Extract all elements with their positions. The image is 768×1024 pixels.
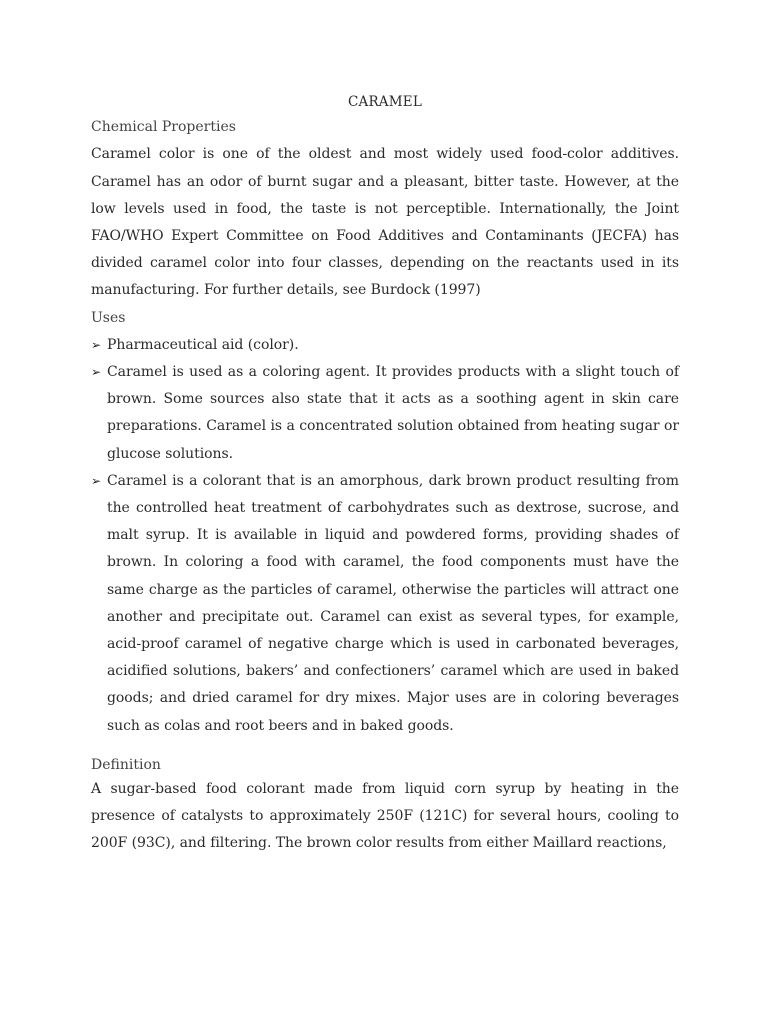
uses-list <box>91 332 679 740</box>
definition-paragraph: A sugar-based food colorant made from liquid corn syrup by heating in the presence of catalysts to approximately 250F (121C) for several hours, cooling to 200F (93C), and filtering. The brown color results from either Maillard reactions, <box>91 780 679 852</box>
document-page <box>91 89 679 857</box>
arrowhead-bullet-icon: ➢ <box>91 473 102 488</box>
list-item <box>91 359 679 468</box>
list-item-text: Caramel is a colorant that is an amorphous, dark brown product resulting from the controlled heat treatment of carbohydrates such as dextrose, sucrose, and malt syrup. It is available in liquid and powdered forms, providing shades of brown. In coloring a food with caramel, the food components must have the same charge as the particles of caramel, otherwise the particles will attract one another and precipitate out. Caramel can exist as several types, for example, acid-proof caramel of negative charge which is used in carbonated beverages, acidified solutions, bakers’ and confectioners’ caramel which are used in baked goods; and dried caramel for dry mixes. Major uses are in coloring beverages such as colas and root beers and in baked goods. <box>107 472 679 734</box>
document-title: CARAMEL <box>347 94 423 110</box>
list-item <box>91 468 679 740</box>
definition-heading: Definition <box>91 756 161 773</box>
list-item-text: Pharmaceutical aid (color). <box>107 336 299 353</box>
arrowhead-bullet-icon: ➢ <box>91 337 102 352</box>
chemical-properties-paragraph: Caramel color is one of the oldest and most widely used food-color additives. Caramel has an odor of burnt sugar and a pleasant, bitter taste. However, at the low levels used in food, the taste is not perceptible. Internationally, the Joint FAO/WHO Expert Committee on Food Additives and Contaminants (JECFA) has divided caramel color into four classes, depending on the reactants used in its manufacturing. For further details, see Burdock (1997) <box>91 146 679 299</box>
list-item <box>91 332 679 359</box>
chemical-properties-heading: Chemical Properties <box>91 119 236 136</box>
arrowhead-bullet-icon: ➢ <box>91 365 102 380</box>
list-item-text: Caramel is used as a coloring agent. It provides products with a slight touch of brown. Some sources also state that it acts as a soothing agent in skin care preparations. Caramel is a concentrated solution obtained from heating sugar or glucose solutions. <box>107 364 679 462</box>
section-spacer <box>91 740 679 754</box>
uses-heading: Uses <box>91 309 126 326</box>
